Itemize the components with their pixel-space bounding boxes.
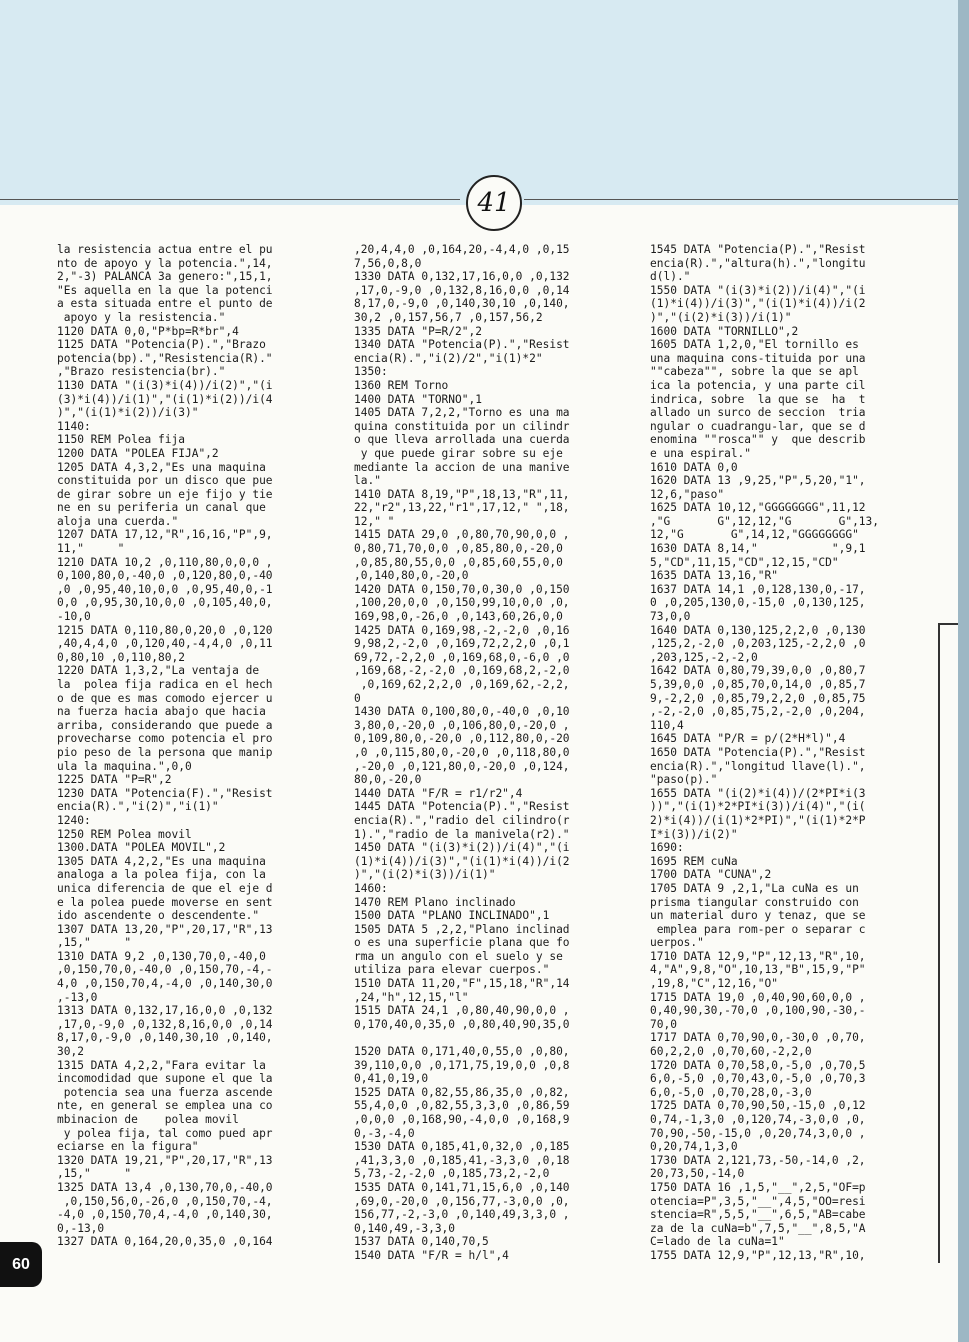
listing-line: allado un surco de seccion tria <box>650 406 866 420</box>
listing-line: 1410 DATA 8,19,"P",18,13,"R",11, <box>354 487 570 501</box>
listing-line: 55,4,0,0 ,0,82,55,3,3,0 ,0,86,59 <box>354 1099 570 1113</box>
listing-line: 1717 DATA 0,70,90,0,-30,0 ,0,70, <box>650 1031 866 1045</box>
listing-line: ,15," " <box>57 936 132 950</box>
listing-line: -4,0 ,0,150,70,4,-4,0 ,0,140,30, <box>57 1208 273 1222</box>
listing-line: 70,0 <box>650 1017 677 1031</box>
listing-line: 11," " <box>57 542 125 556</box>
listing-line: 1725 DATA 0,70,90,50,-15,0 ,0,12 <box>650 1099 866 1113</box>
listing-line: 1700 DATA "CUNA",2 <box>650 868 772 882</box>
listing-line: 1315 DATA 4,2,2,"Fara evitar la <box>57 1058 266 1072</box>
listing-line: 1470 REM Plano inclinado <box>354 895 516 909</box>
listing-line: ,"Brazo resistencia(br)." <box>57 365 226 379</box>
listing-line: 1645 DATA "P/R = p/(2*H*l)",4 <box>650 732 846 746</box>
listing-line: apoyo y la resistencia." <box>57 310 226 324</box>
listing-line: ,-20,0 ,0,121,80,0,-20,0 ,0,124, <box>354 759 570 773</box>
listing-line: o es una superficie plana que fo <box>354 936 570 950</box>
listing-line: mediante la accion de una manive <box>354 460 570 474</box>
listing-line: ,-2,-2,0 ,0,85,75,2,-2,0 ,0,204, <box>650 705 866 719</box>
listing-line: ,0 ,0,115,80,0,-20,0 ,0,118,80,0 <box>354 745 570 759</box>
listing-line: emplea para rom-per o separar c <box>650 922 866 936</box>
listing-line: otencia=P",3,5,"__",4,5,"OO=resi <box>650 1194 866 1208</box>
listing-line: )","(i(2)*i(3))/i(1)" <box>354 868 496 882</box>
listing-line: 1150 REM Polea fija <box>57 433 185 447</box>
listing-line: la." <box>354 474 381 488</box>
listing-line: arriba, considerando que puede a <box>57 718 273 732</box>
listing-line: provecharse como potencia el pro <box>57 732 273 746</box>
listing-line: ,169,68,-2,-2,0 ,0,169,68,2,-2,0 <box>354 664 570 678</box>
listing-line: 1510 DATA 11,20,"F",15,18,"R",14 <box>354 977 570 991</box>
listing-line: 1460: <box>354 881 388 895</box>
listing-line: o de que es mas comodo ejercer u <box>57 691 273 705</box>
listing-line: "Es aquella en la que la potenci <box>57 283 273 297</box>
listing-line: de girar sobre un eje fijo y tie <box>57 487 273 501</box>
listing-line: 30,2 <box>57 1045 84 1059</box>
listing-line: 0,170,40,0,35,0 ,0,80,40,90,35,0 <box>354 1017 570 1031</box>
listing-line: e la polea puede moverse en sent <box>57 895 273 909</box>
listing-line: encia(R).","longitud llave(l).", <box>650 759 866 773</box>
listing-line: 1637 DATA 14,1 ,0,128,130,0,-17, <box>650 582 866 596</box>
listing-line: "paso(p)." <box>650 773 718 787</box>
listing-line: encia(R).","altura(h).","longitu <box>650 256 866 270</box>
listing-line: 1515 DATA 24,1 ,0,80,40,90,0,0 , <box>354 1004 570 1018</box>
listing-line: 1450 DATA "(i(3)*i(2))/i(4)","(i <box>354 841 570 855</box>
top-color-band <box>0 0 969 205</box>
listing-line: 0,40,90,30,-70,0 ,0,100,90,-30,- <box>650 1004 866 1018</box>
listing-line: I*i(3))/i(2)" <box>650 827 738 841</box>
listing-line: 1325 DATA 13,4 ,0,130,70,0,-40,0 <box>57 1180 273 1194</box>
listing-line: ,41,3,3,0 ,0,185,41,-3,3,0 ,0,18 <box>354 1153 570 1167</box>
listing-line: y que puede girar sobre su eje <box>354 446 563 460</box>
listing-line: 4,0 ,0,150,70,4,-4,0 ,0,140,30,0 <box>57 977 273 991</box>
listing-line: 8,17,0,-9,0 ,0,140,30,10 ,0,140, <box>57 1031 273 1045</box>
listing-line: 1130 DATA "(i(3)*i(4))/i(2)","(i <box>57 378 273 392</box>
listing-line: 0,140,49,-3,3,0 <box>354 1221 456 1235</box>
listing-line: 0,41,0,19,0 <box>354 1072 429 1086</box>
listing-line: 1335 DATA "P=R/2",2 <box>354 324 482 338</box>
listing-line: 70,90,-50,-15,0 ,0,20,74,3,0,0 , <box>650 1126 866 1140</box>
listing-line: 1330 DATA 0,132,17,16,0,0 ,0,132 <box>354 270 570 284</box>
listing-line: 1720 DATA 0,70,58,0,-5,0 ,0,70,5 <box>650 1058 866 1072</box>
listing-line: ))","(i(1)*2*PI*i(3))/i(4)","(i( <box>650 800 866 814</box>
listing-line: 1210 DATA 10,2 ,0,110,80,0,0,0 , <box>57 555 273 569</box>
listing-line: una maquina cons-tituida por una <box>650 351 866 365</box>
listing-line: 1405 DATA 7,2,2,"Torno es una ma <box>354 406 570 420</box>
listing-line: 22,"r2",13,22,"r1",17,12," ",18, <box>354 501 570 515</box>
listing-line: quina constituida por un cilindr <box>354 419 570 433</box>
listing-line: aloja una cuerda." <box>57 514 179 528</box>
listing-line: 0,109,80,0,-20,0 ,0,112,80,0,-20 <box>354 732 570 746</box>
listing-line: 1635 DATA 13,16,"R" <box>650 569 778 583</box>
listing-line: 0,74,-1,3,0 ,0,120,74,-3,0,0 ,0, <box>650 1113 866 1126</box>
listing-line: (1)*i(4))/i(3)","(i(1)*i(4))/i(2 <box>354 854 570 868</box>
listing-line: 1205 DATA 4,3,2,"Es una maquina <box>57 460 266 474</box>
listing-line: utiliza para elevar cuerpos." <box>354 963 550 977</box>
listing-line: ,0,140,80,0,-20,0 <box>354 569 469 583</box>
listing-line: ,17,0,-9,0 ,0,132,8,16,0,0 ,0,14 <box>354 283 570 297</box>
listing-line: ,0,0,0 ,0,168,90,-4,0,0 ,0,168,9 <box>354 1113 570 1126</box>
listing-line: 1755 DATA 12,9,"P",12,13,"R",10, <box>650 1248 866 1262</box>
listing-line: 73,0,0 <box>650 610 691 624</box>
listing-line: 1650 DATA "Potencia(P).","Resist <box>650 745 866 759</box>
listing-line: 1420 DATA 0,150,70,0,30,0 ,0,150 <box>354 582 570 596</box>
listing-line: 12," " <box>354 514 395 528</box>
listing-line: ,0,169,62,2,2,0 ,0,169,62,-2,2, <box>354 678 570 691</box>
listing-line <box>354 1031 636 1045</box>
listing-line: 1640 DATA 0,130,125,2,2,0 ,0,130 <box>650 623 866 637</box>
listing-line: uerpos." <box>650 936 704 950</box>
listing-line: 1520 DATA 0,171,40,0,55,0 ,0,80, <box>354 1045 570 1059</box>
listing-line: indrica, sobre la que se ha t <box>650 392 866 406</box>
listing-line: 1200 DATA "POLEA FIJA",2 <box>57 446 219 460</box>
listing-line: 1690: <box>650 841 684 855</box>
listing-line: ,203,125,-2,-2,0 <box>650 650 758 664</box>
folio-tab <box>0 1242 42 1287</box>
listing-line: 0 <box>354 691 361 705</box>
listing-line: 0,100,80,0,-40,0 ,0,120,80,0,-40 <box>57 569 273 583</box>
listing-line: 1307 DATA 13,20,"P",20,17,"R",13 <box>57 922 273 936</box>
listing-column-left <box>57 243 329 1249</box>
listing-line: 1545 DATA "Potencia(P).","Resist <box>650 243 866 256</box>
listing-line: ,0,85,80,55,0,0 ,0,85,60,55,0,0 <box>354 555 563 569</box>
listing-line: ,0,150,56,0,-26,0 ,0,150,70,-4, <box>57 1194 273 1208</box>
listing-line: 30,2 ,0,157,56,7 ,0,157,56,2 <box>354 310 543 324</box>
listing-line: 7,56,0,8,0 <box>354 256 422 270</box>
listing-line: -10,0 <box>57 610 91 624</box>
listing-line: 1240: <box>57 813 91 827</box>
listing-line: prisma tiangular construido con <box>650 895 859 909</box>
listing-line: 1425 DATA 0,169,98,-2,-2,0 ,0,16 <box>354 623 570 637</box>
listing-line: 0,80,10 ,0,110,80,2 <box>57 650 185 664</box>
listing-line: ula la maquina.",0,0 <box>57 759 192 773</box>
listing-line: stencia=R",5,5,"__",6,5,"AB=cabe <box>650 1208 866 1222</box>
page-edge-strip <box>958 0 969 1342</box>
listing-line: 3,80,0,-20,0 ,0,106,80,0,-20,0 , <box>354 718 570 732</box>
header-rule-left <box>0 199 460 200</box>
listing-line: ,0 ,0,95,40,10,0,0 ,0,95,40,0,-1 <box>57 582 273 596</box>
listing-line: la polea fija radica en el hech <box>57 678 273 691</box>
listing-line: unica diferencia de que el eje d <box>57 881 273 895</box>
listing-line: 1655 DATA "(i(2)*i(4))/(2*PI*i(3 <box>650 786 866 800</box>
listing-line: 1225 DATA "P=R",2 <box>57 773 172 787</box>
listing-line: ne en su periferia un canal que <box>57 501 266 515</box>
listing-line: (3)*i(4))/i(1)","(i(1)*i(2))/i(4 <box>57 392 273 406</box>
listing-line: d(l)." <box>650 270 691 284</box>
listing-line: 1430 DATA 0,100,80,0,-40,0 ,0,10 <box>354 705 570 719</box>
listing-line: 1120 DATA 0,0,"P*bp=R*br",4 <box>57 324 239 338</box>
listing-line: mbinacion de polea movil <box>57 1113 239 1126</box>
listing-line: 12,6,"paso" <box>650 487 725 501</box>
listing-line: 1550 DATA "(i(3)*i(2))/i(4)","(i <box>650 283 866 297</box>
listing-line: pio peso de la persona que manip <box>57 745 273 759</box>
listing-line: 0,-3,-4,0 <box>354 1126 415 1140</box>
listing-line: 1207 DATA 17,12,"R",16,16,"P",9, <box>57 528 273 542</box>
listing-line: )","(i(1)*i(2))/i(3)" <box>57 406 199 420</box>
listing-line: potencia(bp).","Resistencia(R)." <box>57 351 273 365</box>
listing-line: 1).","radio de la manivela(r2)." <box>354 827 570 841</box>
listing-line: 1537 DATA 0,140,70,5 <box>354 1235 489 1249</box>
listing-line: ,20,4,4,0 ,0,164,20,-4,4,0 ,0,15 <box>354 243 570 256</box>
listing-line: 156,77,-2,-3,0 ,0,140,49,3,3,0 , <box>354 1208 570 1222</box>
listing-line: 1360 REM Torno <box>354 378 449 392</box>
listing-line: a esta situada entre el punto de <box>57 297 273 311</box>
listing-line: 12,"G G",14,12,"GGGGGGGG" <box>650 528 859 542</box>
listing-line: ngular o cuadrangu-lar, que se d <box>650 419 866 433</box>
listing-line: )","(i(2)*i(3))/i(1)" <box>650 310 792 324</box>
listing-line: 0,20,74,1,3,0 <box>650 1140 738 1154</box>
listing-line: encia(R).","radio del cilindro(r <box>354 813 570 827</box>
listing-line: 1125 DATA "Potencia(P).","Brazo <box>57 338 266 352</box>
listing-line: 9,-2,2,0 ,0,85,79,2,2,0 ,0,85,75 <box>650 691 866 705</box>
listing-line: ido ascendente o descendente." <box>57 909 260 923</box>
listing-line: 5,73,-2,-2,0 ,0,185,73,2,-2,0 <box>354 1167 550 1181</box>
listing-line: 1620 DATA 13 ,9,25,"P",5,20,"1", <box>650 474 866 488</box>
listing-line: 1440 DATA "F/R = r1/r2",4 <box>354 786 523 800</box>
listing-line: 1710 DATA 12,9,"P",12,13,"R",10, <box>650 949 866 963</box>
listing-column-right <box>650 243 938 1263</box>
header-rule-right <box>524 199 958 200</box>
listing-line: 1695 REM cuNa <box>650 854 738 868</box>
listing-line: 1605 DATA 1,2,0,"El tornillo es <box>650 338 859 352</box>
listing-line: 1625 DATA 10,12,"GGGGGGGG",11,12 <box>650 501 866 515</box>
listing-line: ,69,0,-20,0 ,0,156,77,-3,0,0 ,0, <box>354 1194 570 1208</box>
listing-line: 0 ,0,205,130,0,-15,0 ,0,130,125, <box>650 596 866 610</box>
listing-line: 1310 DATA 9,2 ,0,130,70,0,-40,0 <box>57 949 266 963</box>
listing-line: constituida por un disco que pue <box>57 474 273 488</box>
listing-line: 1500 DATA "PLANO INCLINADO",1 <box>354 909 550 923</box>
listing-line: e una espiral." <box>650 446 752 460</box>
listing-line: 1327 DATA 0,164,20,0,35,0 ,0,164 <box>57 1235 273 1249</box>
listing-line: ica la potencia, y una parte cil <box>650 378 866 392</box>
listing-line: 1305 DATA 4,2,2,"Es una maquina <box>57 854 266 868</box>
listing-line: za de la cuNa=b",7,5,"__",8,5,"A <box>650 1221 866 1235</box>
listing-line: 0,80,71,70,0,0 ,0,85,80,0,-20,0 <box>354 542 563 556</box>
listing-line: 20,73,50,-14,0 <box>650 1167 745 1181</box>
listing-line: 1140: <box>57 419 91 433</box>
listing-line: ,0,150,70,0,-40,0 ,0,150,70,-4,- <box>57 963 273 977</box>
listing-line: ,40,4,4,0 ,0,120,40,-4,4,0 ,0,11 <box>57 637 273 651</box>
listing-line: 6,0,-5,0 ,0,70,43,0,-5,0 ,0,70,3 <box>650 1072 866 1086</box>
listing-line: encia(R).","i(2)","i(1)" <box>57 800 219 814</box>
listing-line: ,-13,0 <box>57 990 98 1004</box>
listing-line: 2)*i(4))/(i(1)*2*PI)","(i(1)*2*P <box>650 813 866 827</box>
listing-line: 1535 DATA 0,141,71,15,6,0 ,0,140 <box>354 1180 570 1194</box>
listing-line: 5,"CD",11,15,"CD",12,15,"CD" <box>650 555 839 569</box>
listing-line: 1750 DATA 16 ,1,5,"__",2,5,"OF=p <box>650 1180 866 1194</box>
listing-line: 4,"A",9,8,"O",10,13,"B",15,9,"P" <box>650 963 866 977</box>
listing-line: 1300.DATA "POLEA MOVIL",2 <box>57 841 226 855</box>
page-number-circle <box>466 175 522 231</box>
listing-line: rma un angulo con el suelo y se <box>354 949 563 963</box>
listing-line: ,125,2,-2,0 ,0,203,125,-2,2,0 ,0 <box>650 637 866 651</box>
listing-line: la resistencia actua entre el pu <box>57 243 273 256</box>
listing-line: 1630 DATA 8,14," ",9,1 <box>650 542 866 556</box>
listing-line: ,24,"h",12,15,"l" <box>354 990 469 1004</box>
listing-line: ,15," " <box>57 1167 132 1181</box>
listing-line: na fuerza hacia abajo que hacia <box>57 705 266 719</box>
folio-number: 60 <box>12 1255 30 1273</box>
listing-line: 1215 DATA 0,110,80,0,20,0 ,0,120 <box>57 623 273 637</box>
listing-line: ,"G G",12,12,"G G",13, <box>650 514 880 528</box>
listing-line: 60,2,2,0 ,0,70,60,-2,2,0 <box>650 1045 812 1059</box>
listing-line: ,17,0,-9,0 ,0,132,8,16,0,0 ,0,14 <box>57 1017 273 1031</box>
listing-line: 1313 DATA 0,132,17,16,0,0 ,0,132 <box>57 1004 273 1018</box>
listing-line: 1610 DATA 0,0 <box>650 460 738 474</box>
listing-line: 1250 REM Polea movil <box>57 827 192 841</box>
listing-line: 1400 DATA "TORNO",1 <box>354 392 482 406</box>
listing-line: potencia sea una fuerza ascende <box>57 1085 273 1099</box>
listing-line: 1320 DATA 19,21,"P",20,17,"R",13 <box>57 1153 273 1167</box>
listing-line: 6,0,-5,0 ,0,70,28,0,-3,0 <box>650 1085 812 1099</box>
listing-column-middle <box>354 243 636 1263</box>
listing-line: 1715 DATA 19,0 ,0,40,90,60,0,0 , <box>650 990 866 1004</box>
listing-line: 1415 DATA 29,0 ,0,80,70,90,0,0 , <box>354 528 570 542</box>
listing-line: 8,17,0,-9,0 ,0,140,30,10 ,0,140, <box>354 297 570 311</box>
listing-line: 110,4 <box>650 718 684 732</box>
listing-line: eciarse en la figura" <box>57 1140 199 1154</box>
listing-line: 1340 DATA "Potencia(P).","Resist <box>354 338 570 352</box>
listing-line: 1230 DATA "Potencia(F).","Resist <box>57 786 273 800</box>
listing-line: 1505 DATA 5 ,2,2,"Plano inclinad <box>354 922 570 936</box>
listing-line: ,19,8,"C",12,16,"O" <box>650 977 778 991</box>
listing-line: 1600 DATA "TORNILLO",2 <box>650 324 799 338</box>
listing-line: C=lado de la cuNa=1" <box>650 1235 785 1249</box>
listing-line: (1)*i(4))/i(3)","(i(1)*i(4))/i(2 <box>650 297 866 311</box>
listing-line: o que lleva arrollada una cuerda <box>354 433 570 447</box>
listing-line: 1730 DATA 2,121,73,-50,-14,0 ,2, <box>650 1153 866 1167</box>
listing-line: 1642 DATA 0,80,79,39,0,0 ,0,80,7 <box>650 664 866 678</box>
listing-line: 1445 DATA "Potencia(P).","Resist <box>354 800 570 814</box>
listing-line: 39,110,0,0 ,0,171,75,19,0,0 ,0,8 <box>354 1058 570 1072</box>
listing-line: 1705 DATA 9 ,2,1,"La cuNa es un <box>650 881 859 895</box>
listing-line: 0,-13,0 <box>57 1221 105 1235</box>
listing-line: encia(R).","i(2)/2","i(1)*2" <box>354 351 543 365</box>
listing-line: 1525 DATA 0,82,55,86,35,0 ,0,82, <box>354 1085 570 1099</box>
listing-line: nto de apoyo y la potencia.",14, <box>57 256 273 270</box>
listing-line: 80,0,-20,0 <box>354 773 422 787</box>
listing-line: 5,39,0,0 ,0,85,70,0,14,0 ,0,85,7 <box>650 678 866 691</box>
listing-line: y polea fija, tal como pued apr <box>57 1126 273 1140</box>
listing-line: 9,98,2,-2,0 ,0,169,72,2,2,0 ,0,1 <box>354 637 570 651</box>
listing-line: 1530 DATA 0,185,41,0,32,0 ,0,185 <box>354 1140 570 1154</box>
listing-line: 169,98,0,-26,0 ,0,143,60,26,0,0 <box>354 610 563 624</box>
listing-line: 1350: <box>354 365 388 379</box>
listing-line: enomina ""rosca"" y que describ <box>650 433 866 447</box>
listing-line: ,100,20,0,0 ,0,150,99,10,0,0 ,0, <box>354 596 570 610</box>
listing-line: 0,0 ,0,95,30,10,0,0 ,0,105,40,0, <box>57 596 273 610</box>
listing-line: 1220 DATA 1,3,2,"La ventaja de <box>57 664 260 678</box>
listing-line: 69,72,-2,2,0 ,0,169,68,0,-6,0 ,0 <box>354 650 570 664</box>
listing-line: un material duro y tenaz, que se <box>650 909 866 923</box>
listing-line: 1540 DATA "F/R = h/l",4 <box>354 1248 509 1262</box>
listing-line: analoga a la polea fija, con la <box>57 868 266 882</box>
crop-mark <box>938 623 958 1263</box>
page-number: 41 <box>477 188 511 218</box>
listing-line: incomodidad que supone el que la <box>57 1072 273 1086</box>
listing-line: nte, en general se emplea una co <box>57 1099 273 1113</box>
listing-line: 2,"-3) PALANCA 3a genero:",15,1, <box>57 270 273 284</box>
listing-line: ""cabeza"", sobre la que se apl <box>650 365 859 379</box>
